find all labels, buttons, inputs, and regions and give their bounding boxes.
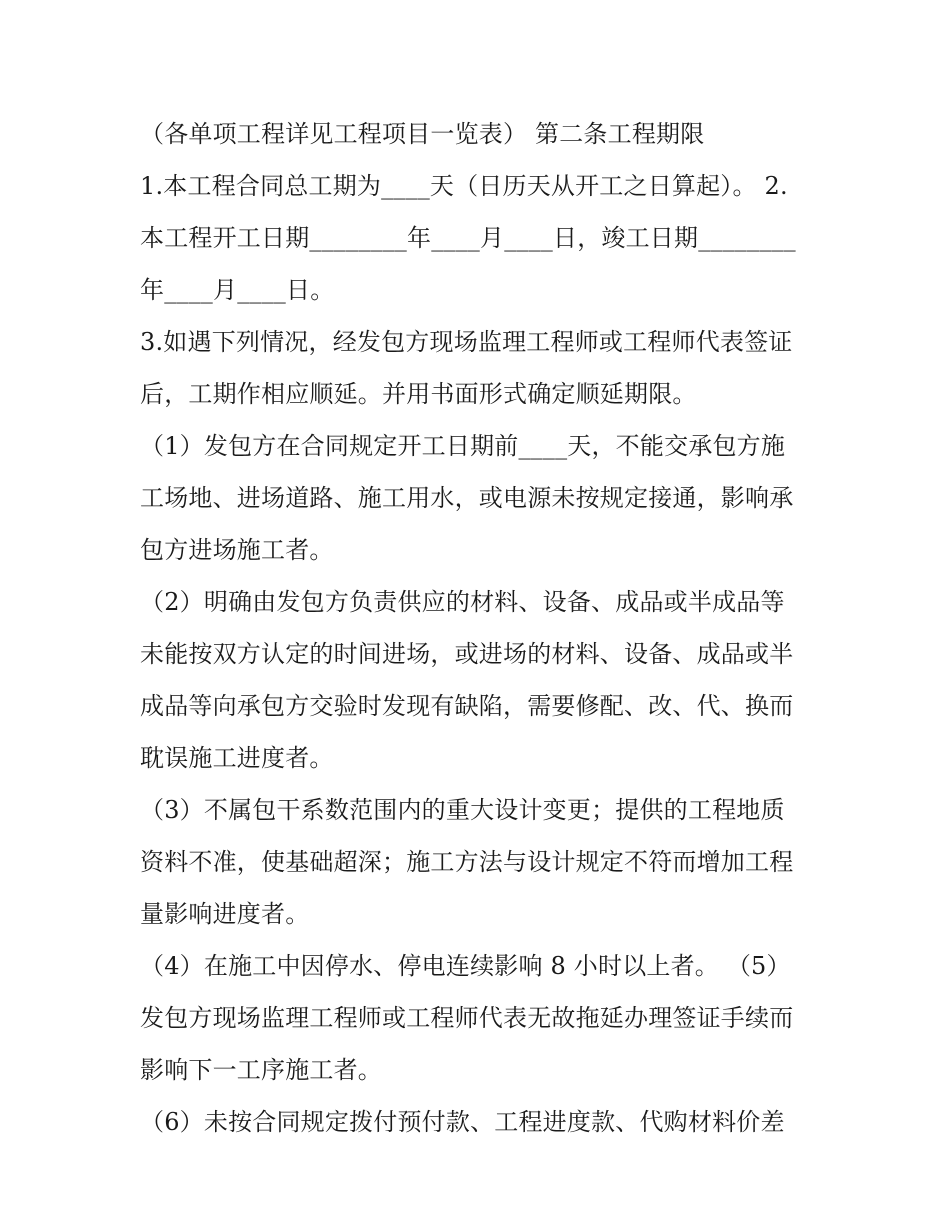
text-line-item-3: （3）不属包干系数范围内的重大设计变更；提供的工程地质 [140,796,785,824]
text-line-item-2-cont-a: 未能按双方认定的时间进场，或进场的材料、设备、成品或半 [140,640,794,668]
text-line-contract-term-heading: （各单项工程详见工程项目一览表） 第二条工程期限 [140,120,705,148]
text-line-clause-3: 3.如遇下列情况，经发包方现场监理工程师或工程师代表签证 [140,328,793,356]
text-line-item-1-cont-a: 工场地、进场道路、施工用水，或电源未按规定接通，影响承 [140,484,794,512]
text-line-item-2: （2）明确由发包方负责供应的材料、设备、成品或半成品等 [140,588,785,616]
text-line-clause-3-cont: 后，工期作相应顺延。并用书面形式确定顺延期限。 [140,380,697,408]
text-line-item-4-5: （4）在施工中因停水、停电连续影响 8 小时以上者。 （5） [140,952,791,980]
document-body [140,108,820,1148]
text-line-item-2-cont-b: 成品等向承包方交验时发现有缺陷，需要修配、改、代、换而 [140,692,794,720]
text-line-item-5-cont-b: 影响下一工序施工者。 [140,1056,382,1084]
text-line-total-duration: 1.本工程合同总工期为____天（日历天从开工之日算起）。 2. [140,172,788,200]
text-line-item-1: （1）发包方在合同规定开工日期前____天，不能交承包方施 [140,432,786,460]
text-line-end-date-cont: 年____月____日。 [140,276,335,304]
text-line-item-2-cont-c: 耽误施工进度者。 [140,744,334,772]
text-line-item-1-cont-b: 包方进场施工者。 [140,536,334,564]
text-line-item-6: （6）未按合同规定拨付预付款、工程进度款、代购材料价差 [140,1108,785,1136]
text-line-item-3-cont-a: 资料不准，使基础超深；施工方法与设计规定不符而增加工程 [140,848,794,876]
text-line-item-5-cont-a: 发包方现场监理工程师或工程师代表无故拖延办理签证手续而 [140,1004,794,1032]
text-line-start-end-date: 本工程开工日期________年____月____日，竣工日期________ [140,224,796,252]
text-line-item-3-cont-b: 量影响进度者。 [140,900,310,928]
